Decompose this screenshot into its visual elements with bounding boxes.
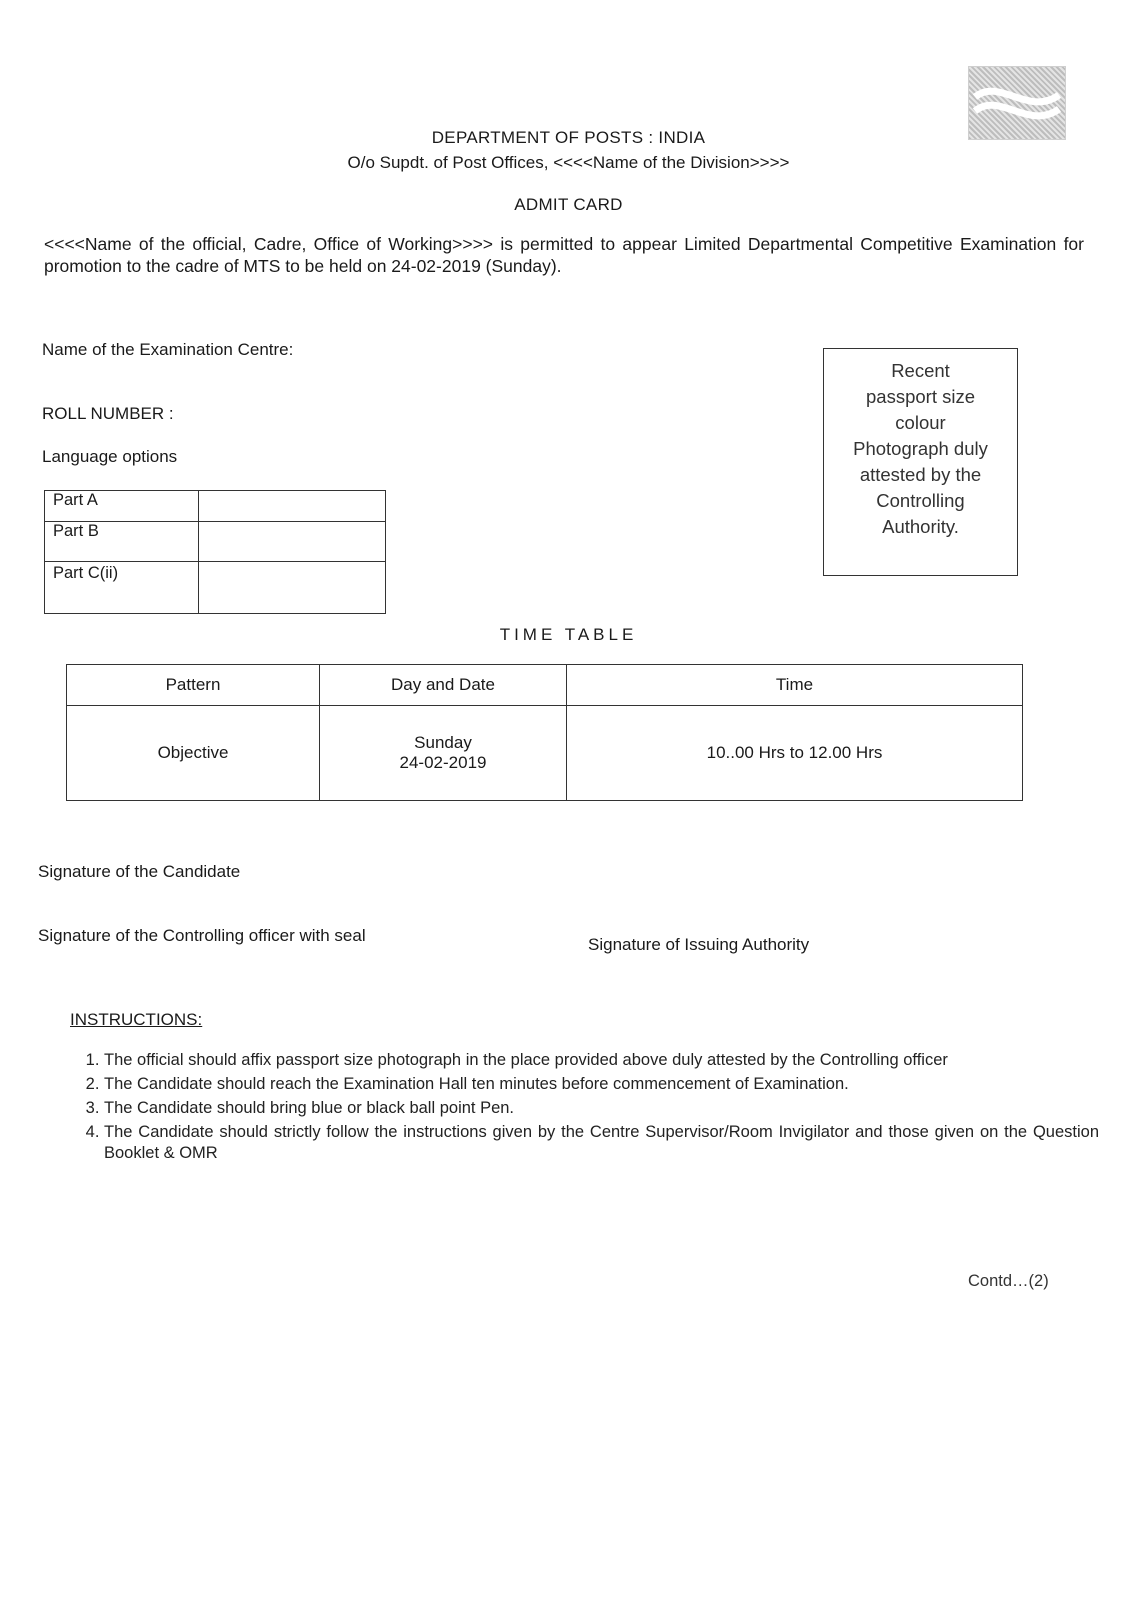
time-cell: 10..00 Hrs to 12.00 Hrs [567,706,1023,801]
controlling-officer-signature-label: Signature of the Controlling officer with seal [38,926,366,945]
photo-instruction-line: Controlling [876,490,965,511]
candidate-signature-label: Signature of the Candidate [38,862,241,881]
timetable [66,664,1023,801]
language-options-table [44,490,386,614]
part-label: Part C(ii) [45,562,199,614]
office-title: O/o Supdt. of Post Offices, <<<<Name of the Division>>>> [347,153,790,172]
column-header-day-date: Day and Date [320,665,567,706]
column-header-pattern: Pattern [67,665,320,706]
instructions-heading: INSTRUCTIONS: [70,1010,203,1029]
photo-instruction-line: passport size [866,386,975,407]
day-date-cell [320,706,567,801]
table-row [45,522,386,562]
language-value [199,491,386,522]
column-header-time: Time [567,665,1023,706]
timetable-title: TIME TABLE [499,625,638,644]
part-label: Part B [45,522,199,562]
issuing-authority-signature-label: Signature of Issuing Authority [588,935,810,954]
list-item: 4. The Candidate should strictly follow the instructions given by the Centre Supervisor/Room Invigilator and those given on the Question Booklet & OMR [104,1122,1099,1164]
department-title: DEPARTMENT OF POSTS : INDIA [431,128,706,147]
permission-statement: <<<<Name of the official, Cadre, Office of Working>>>> is permitted to appear Limited Departmental Competitive Examination for promotion to the cadre of MTS to be held on 24-02-2019 (Sunday). [44,234,1084,276]
admit-card-title: ADMIT CARD [514,195,623,214]
photo-instruction-line: colour [895,412,946,433]
photo-instruction-line: attested by the [859,464,982,485]
table-row [67,706,1023,801]
language-options-label: Language options [42,447,178,466]
roll-number-label: ROLL NUMBER : [42,404,174,423]
exam-centre-label: Name of the Examination Centre: [42,340,294,359]
language-value [199,522,386,562]
photo-instruction-line: Authority. [882,516,959,537]
photo-instruction-line: Recent [891,360,950,381]
language-value [199,562,386,614]
table-row [45,562,386,614]
continued-note: Contd…(2) [968,1272,1049,1290]
day-text: Sunday [414,733,472,752]
table-header-row [67,665,1023,706]
instructions-list [70,1050,1099,1167]
list-item: 3. The Candidate should bring blue or black ball point Pen. [104,1098,1099,1119]
list-item: 1. The official should affix passport size photograph in the place provided above duly attested by the Controlling officer [104,1050,1099,1071]
table-row [45,491,386,522]
list-item: 2. The Candidate should reach the Examination Hall ten minutes before commencement of Examination. [104,1074,1099,1095]
date-text: 24-02-2019 [399,753,487,772]
photo-placeholder-box [823,348,1018,576]
pattern-cell: Objective [67,706,320,801]
photo-instruction-line: Photograph duly [853,438,988,459]
part-label: Part A [45,491,199,522]
